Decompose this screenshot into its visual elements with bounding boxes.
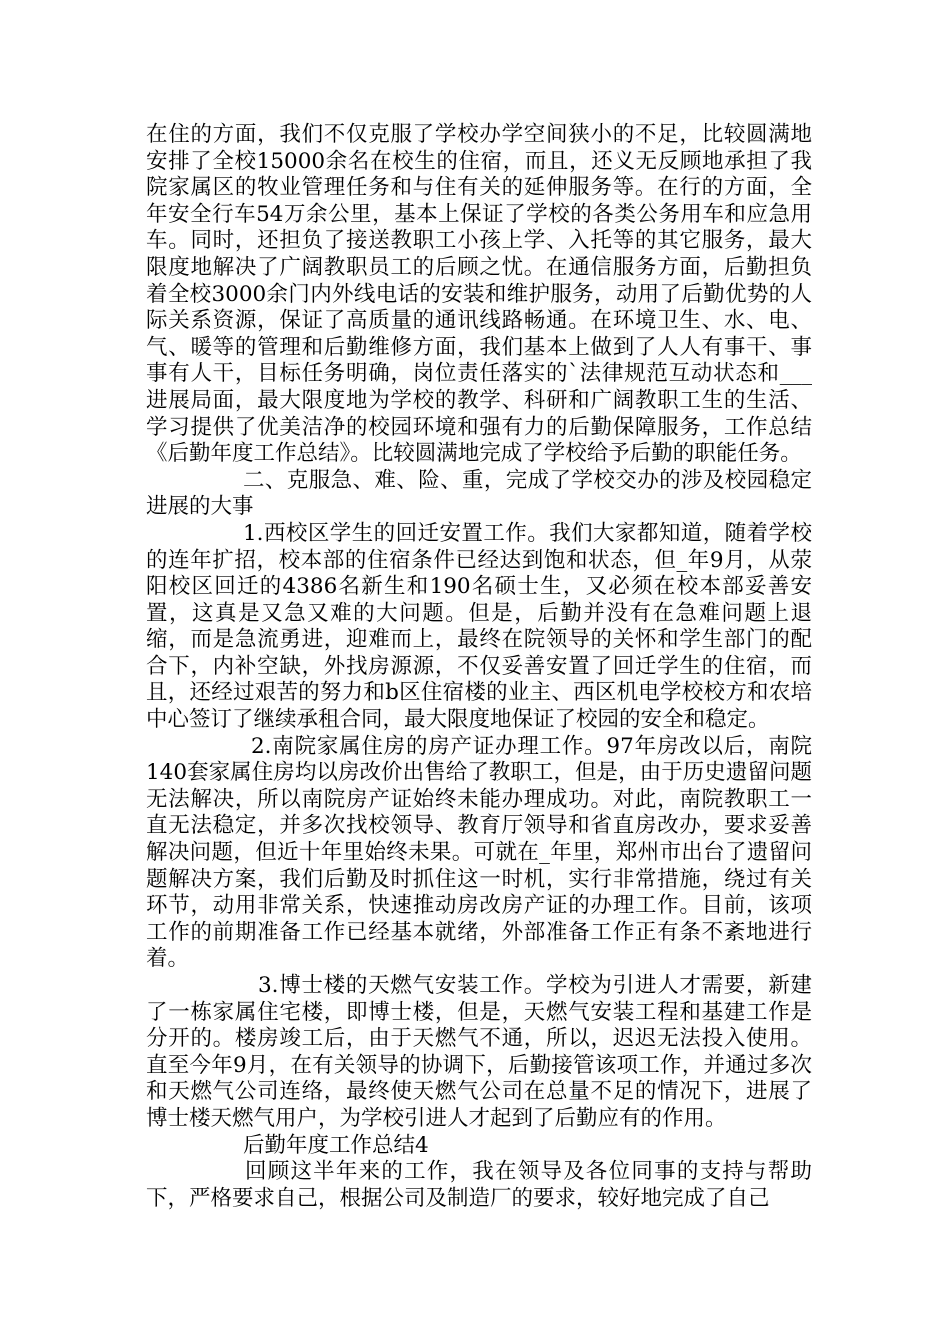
paragraph-review: 回顾这半年来的工作，我在领导及各位同事的支持与帮助下，严格要求自己，根据公司及制造厂的要求，较好地完成了自己	[146, 1159, 812, 1211]
paragraph-item-2: 2.南院家属住房的房产证办理工作。97年房改以后，南院140套家属住房均以房改价出售给了教职工，但是，由于历史遗留问题无法解决，所以南院房产证始终未能办理成功。对此，南院教职工一直无法稳定，并多次找校领导、教育厅领导和省直房改办，要求妥善解决问题，但近十年里始终未果。可就在_年里，郑州市出台了遗留问题解决方案，我们后勤及时抓住这一时机，实行非常措施，绕过有关环节，动用非常关系，快速推动房改房产证的办理工作。目前，该项工作的前期准备工作已经基本就绪，外部准备工作正有条不紊地进行着。	[146, 733, 812, 972]
section-heading-2: 二、克服急、难、险、重，完成了学校交办的涉及校园稳定进展的大事	[146, 467, 812, 520]
section-title-4: 后勤年度工作总结4	[243, 1132, 429, 1158]
document-page	[146, 122, 812, 1212]
paragraph-item-1: 1.西校区学生的回迁安置工作。我们大家都知道，随着学校的连年扩招，校本部的住宿条件已经达到饱和状态，但_年9月，从荥阳校区回迁的4386名新生和190名硕士生，又必须在校本部妥善安置，这真是又急又难的大问题。但是，后勤并没有在急难问题上退缩，而是急流勇进，迎难而上，最终在院领导的关怀和学生部门的配合下，内补空缺，外找房源源，不仅妥善安置了回迁学生的住宿，而且，还经过艰苦的努力和b区住宿楼的业主、西区机电学校校方和农培中心签订了继续承租合同，最大限度地保证了校园的安全和稳定。	[146, 520, 812, 733]
paragraph-item-3: 3.博士楼的天燃气安装工作。学校为引进人才需要，新建了一栋家属住宅楼，即博士楼，但是，天燃气安装工程和基建工作是分开的。楼房竣工后，由于天燃气不通，所以，迟迟无法投入使用。直至今年9月，在有关领导的协调下，后勤接管该项工作，并通过多次和天燃气公司连络，最终使天燃气公司在总量不足的情况下，进展了博士楼天燃气用户，为学校引进人才起到了后勤应有的作用。	[146, 973, 812, 1131]
paragraph-living-and-services: 在住的方面，我们不仅克服了学校办学空间狭小的不足，比较圆满地安排了全校15000余名在校生的住宿，而且，还义无反顾地承担了我院家属区的牧业管理任务和与住有关的延伸服务等。在行的方面，全年安全行车54万余公里，基本上保证了学校的各类公务用车和应急用车。同时，还担负了接送教职工小孩上学、入托等的其它服务，最大限度地解决了广阔教职员工的后顾之忧。在通信服务方面，后勤担负着全校3000余门内外线电话的安装和维护服务，动用了后勤优势的人际关系资源，保证了高质量的通讯线路畅通。在环境卫生、水、电、气、暖等的管理和后勤维修方面，我们基本上做到了人人有事干、事事有人干，目标任务明确，岗位责任落实的`法律规范互动状态和___进展局面，最大限度地为学校的教学、科研和广阔教职工生的生活、学习提供了优美洁净的校园环境和强有力的后勤保障服务，工作总结《后勤年度工作总结》。比较圆满地完成了学校给予后勤的职能任务。	[146, 122, 812, 467]
